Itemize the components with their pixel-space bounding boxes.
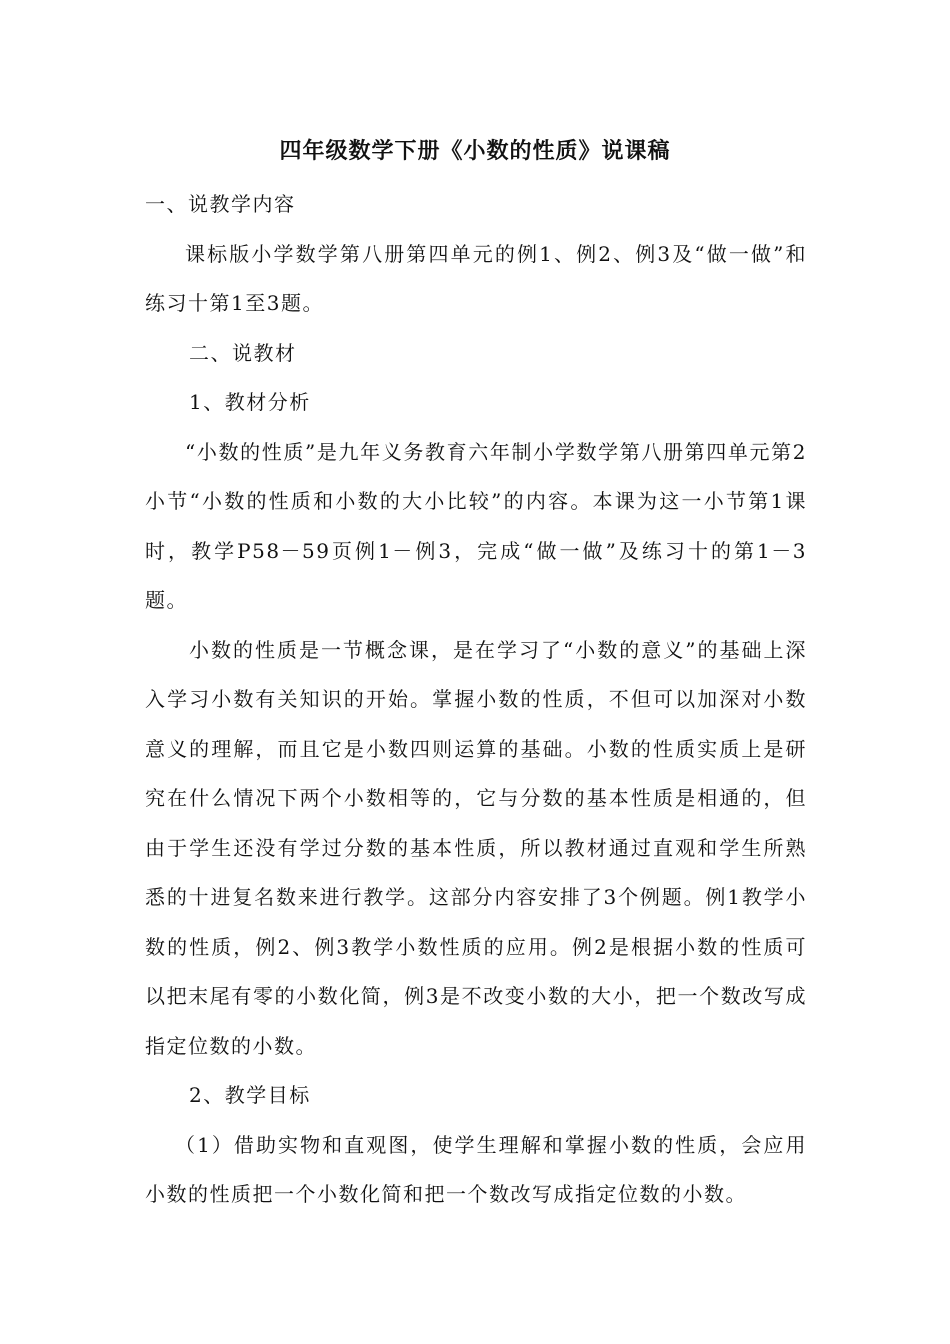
paragraph-content: 课标版小学数学第八册第四单元的例1、例2、例3及“做一做”和练习十第1至3题。 bbox=[145, 241, 807, 315]
paragraph-analysis: “小数的性质”是九年义务教育六年制小学数学第八册第四单元第2小节“小数的性质和小数的大小比较”的内容。本课为这一小节第1课时，教学P58－59页例1－例3，完成“做一做”及练习十的第1－3题。 bbox=[145, 439, 807, 612]
section-heading-textbook: 二、说教材 bbox=[189, 340, 297, 365]
document-title: 四年级数学下册《小数的性质》说课稿 bbox=[279, 139, 671, 164]
section-heading-content: 一、说教学内容 bbox=[145, 192, 296, 216]
subheading-analysis: 1、教材分析 bbox=[189, 390, 311, 414]
paragraph-property: 小数的性质是一节概念课，是在学习了“小数的意义”的基础上深入学习小数有关知识的开始。掌握小数的性质，不但可以加深对小数意义的理解，而且它是小数四则运算的基础。小数的性质实质上是研究在什么情况下两个小数相等的，它与分数的基本性质是相通的，但由于学生还没有学过分数的基本性质，所以教材通过直观和学生所熟悉的十进复名数来进行教学。这部分内容安排了3个例题。例1教学小数的性质，例2、例3教学小数性质的应用。例2是根据小数的性质可以把末尾有零的小数化简，例3是不改变小数的大小，把一个数改写成指定位数的小数。 bbox=[145, 637, 807, 1058]
paragraph-goal-1: （1）借助实物和直观图，使学生理解和掌握小数的性质，会应用小数的性质把一个小数化简和把一个数改写成指定位数的小数。 bbox=[145, 1132, 807, 1206]
document-body bbox=[145, 180, 807, 1220]
subheading-goals: 2、教学目标 bbox=[189, 1083, 311, 1107]
